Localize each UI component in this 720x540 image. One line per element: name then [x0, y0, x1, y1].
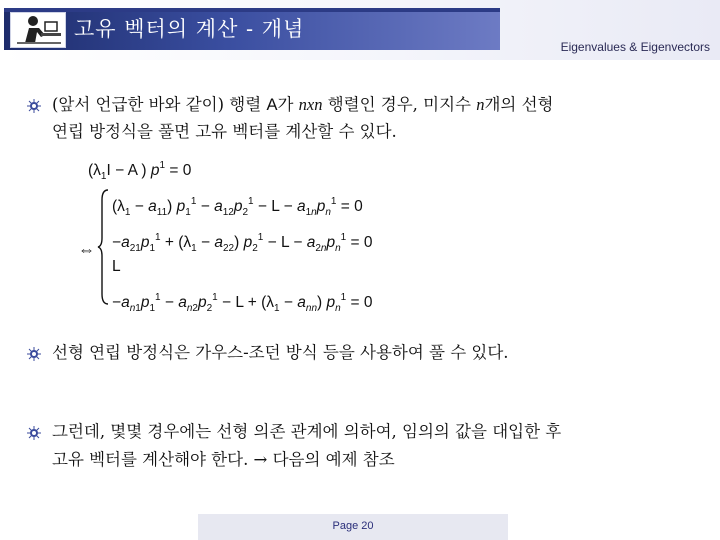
paragraph-1-text-d: 개의 선형: [484, 95, 554, 114]
bullet-icon: [27, 425, 41, 439]
equation-row-3: L: [112, 258, 121, 275]
paragraph-1-text-c: 행렬인 경우, 미지수: [322, 95, 477, 114]
equation-row-4: $-a_{n1}p_1^1 - a_{n2}p_2^1 - L + (\lambda_1 - a_{nn}) p_n^1 = 0$: [112, 292, 373, 314]
bullet-icon: [27, 346, 41, 360]
paragraph-2: 선형 연립 방정식은 가우스-조던 방식 등을 사용하여 풀 수 있다.: [52, 343, 509, 362]
title-bar-top-stripe: [4, 8, 500, 12]
paragraph-1-text-a: (앞서 언급한 바와 같이) 행렬: [52, 95, 267, 114]
n-term: n: [476, 95, 485, 114]
equation-top: ($\lambda_1I - A$ ) $p^1 = 0$: [88, 160, 192, 182]
paragraph-1-text-b: 가: [277, 95, 299, 114]
paragraph-1-line-2: 연립 방정식을 풀면 고유 벡터를 계산할 수 있다.: [52, 122, 397, 141]
nxn-term: nxn: [298, 95, 323, 114]
paragraph-1-line-1: [52, 91, 553, 119]
equivalence-symbol: ⇔: [78, 240, 95, 259]
person-at-desk-icon: [10, 12, 66, 48]
matrix-A: A: [266, 96, 278, 114]
bullet-icon: [27, 98, 41, 112]
equation-row-1: $(\lambda_1 - a_{11}) p_1^1 - a_{12}p_2^1 - L - a_{1n}p_n^1 = 0$: [112, 196, 363, 218]
equation-row-2: $-a_{21}p_1^1 + (\lambda_1 - a_{22}) p_2^1 - L - a_{2n}p_n^1 = 0$: [112, 232, 373, 254]
footer-bar: [198, 514, 508, 540]
paragraph-3-line-2: 고유 벡터를 계산해야 한다. → 다음의 예제 참조: [52, 450, 395, 469]
slide-subtitle: Eigenvalues & Eigenvectors: [560, 40, 710, 54]
system-brace: [97, 188, 111, 306]
slide-title: 고유 벡터의 계산 - 개념: [74, 17, 305, 41]
paragraph-3-line-1: 그런데, 몇몇 경우에는 선형 의존 관계에 의하여, 임의의 값을 대입한 후: [52, 422, 562, 441]
page-number: Page 20: [332, 520, 374, 532]
